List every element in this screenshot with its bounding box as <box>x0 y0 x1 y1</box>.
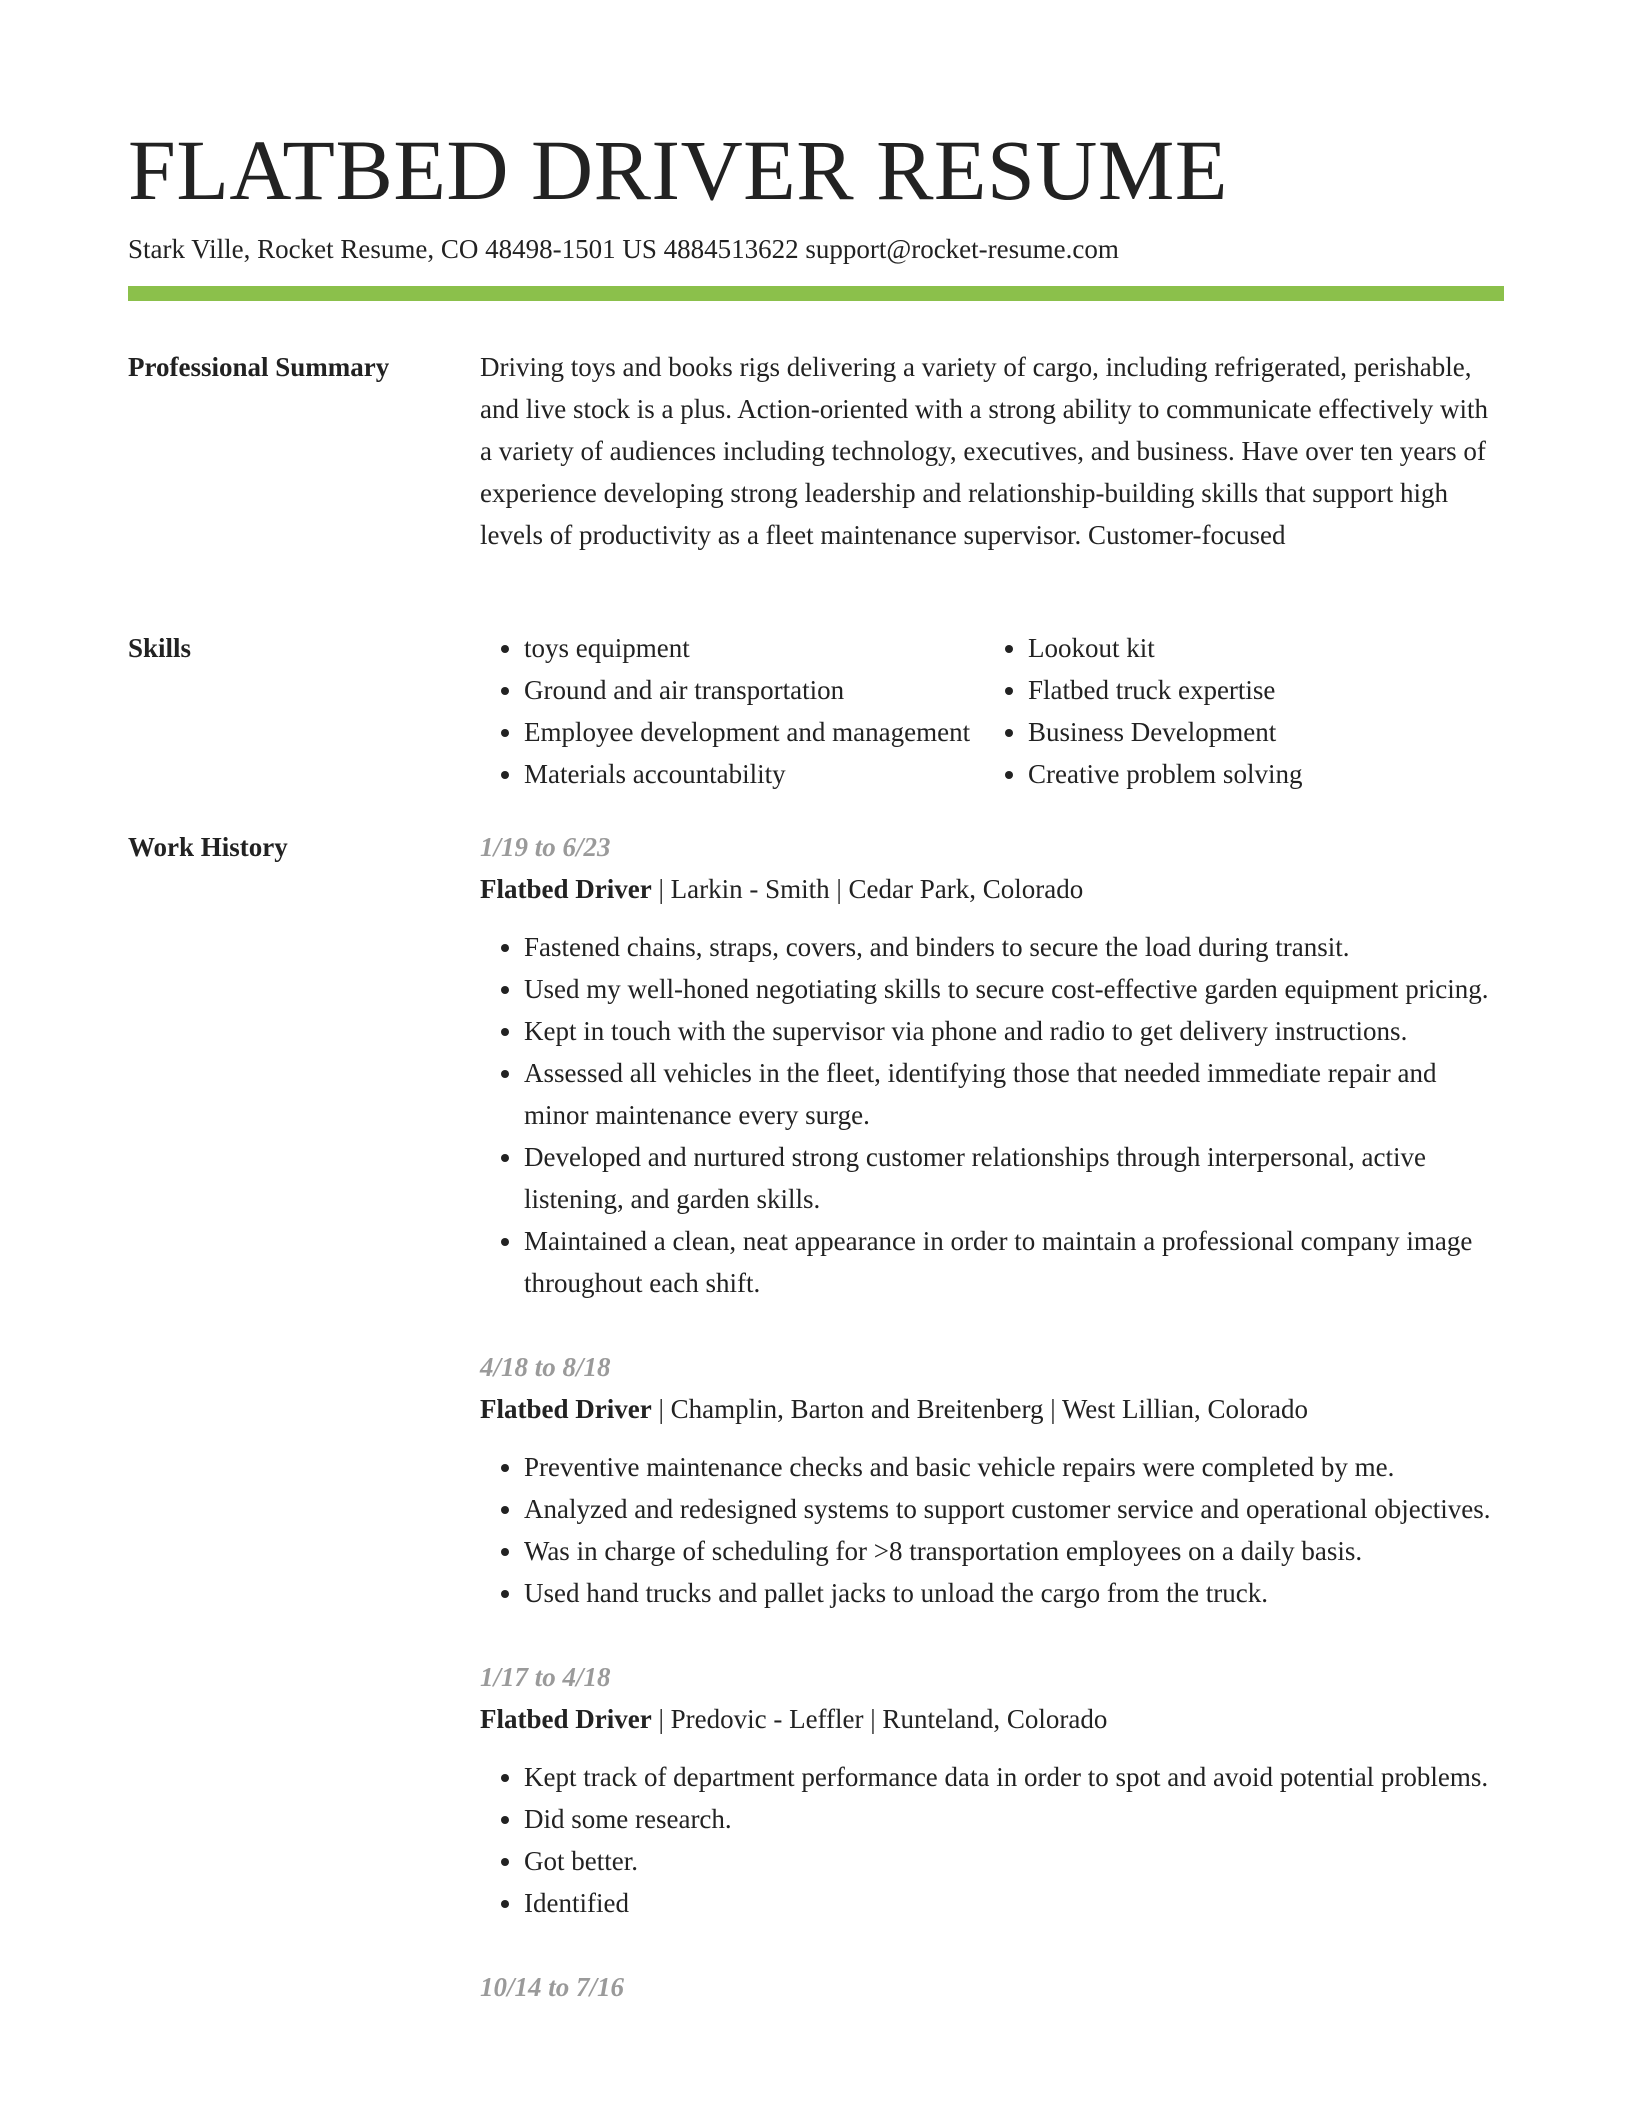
job-employer-location: | Champlin, Barton and Breitenberg | West Lillian, Colorado <box>651 1394 1308 1424</box>
skill-item: • Creative problem solving <box>1028 753 1488 795</box>
skills-list-left <box>480 627 984 795</box>
summary-text: Driving toys and books rigs delivering a variety of cargo, including refrigerated, perishable, and live stock is a plus. Action-oriented with a strong ability to communicate effectively with a variety of audiences including technology, executives, and business. Have over ten years of experience developing strong leadership and relationship-building skills that support high levels of productivity as a fleet maintenance supervisor. Customer-focused <box>480 352 1489 550</box>
job-employer-location: | Predovic - Leffler | Runteland, Colorado <box>651 1704 1108 1734</box>
job-duty: • Kept in touch with the supervisor via phone and radio to get delivery instructions. <box>524 1010 1506 1052</box>
skill-item: • toys equipment <box>524 627 984 669</box>
summary-heading: Professional Summary <box>128 352 390 382</box>
job-heading <box>480 1388 1506 1430</box>
job-heading <box>480 868 1506 910</box>
job-duty: • Used my well-honed negotiating skills to secure cost-effective garden equipment pricing. <box>524 968 1506 1010</box>
job-dates: 1/17 to 4/18 <box>480 1662 611 1692</box>
job-dates: 1/19 to 6/23 <box>480 832 611 862</box>
job-duties <box>480 926 1506 1304</box>
job-dates: 10/14 to 7/16 <box>480 1972 625 2002</box>
job-heading <box>480 1698 1506 1740</box>
skill-item: • Employee development and management <box>524 711 984 753</box>
skills-columns <box>480 627 1506 795</box>
contact-line: Stark Ville, Rocket Resume, CO 48498-1501 US 4884513622 support@rocket-resume.com <box>128 234 1119 264</box>
job-duty: • Identified <box>524 1882 1506 1924</box>
job-duty: • Got better. <box>524 1840 1506 1882</box>
skill-item: • Business Development <box>1028 711 1488 753</box>
job-duty: • Assessed all vehicles in the fleet, identifying those that needed immediate repair and minor maintenance every surge. <box>524 1052 1506 1136</box>
job-duty: • Maintained a clean, neat appearance in order to maintain a professional company image throughout each shift. <box>524 1220 1506 1304</box>
job-duties <box>480 1446 1506 1614</box>
skill-item: • Flatbed truck expertise <box>1028 669 1488 711</box>
work-history-heading: Work History <box>128 832 288 862</box>
job-title: Flatbed Driver <box>480 1394 652 1424</box>
header-divider <box>128 286 1504 301</box>
job-title: Flatbed Driver <box>480 1704 652 1734</box>
job-entry <box>480 1346 1506 1614</box>
job-duties <box>480 1756 1506 1924</box>
job-duty: • Did some research. <box>524 1798 1506 1840</box>
job-entry <box>480 826 1506 1304</box>
job-duty: • Kept track of department performance data in order to spot and avoid potential problems. <box>524 1756 1506 1798</box>
job-duty: • Used hand trucks and pallet jacks to unload the cargo from the truck. <box>524 1572 1506 1614</box>
skills-heading: Skills <box>128 633 192 663</box>
resume-title: FLATBED DRIVER RESUME <box>128 122 1228 218</box>
job-entry <box>480 1656 1506 1924</box>
job-duty: • Preventive maintenance checks and basic vehicle repairs were completed by me. <box>524 1446 1506 1488</box>
job-employer-location: | Larkin - Smith | Cedar Park, Colorado <box>651 874 1084 904</box>
skills-section <box>480 627 1506 795</box>
job-duty: • Was in charge of scheduling for >8 transportation employees on a daily basis. <box>524 1530 1506 1572</box>
job-title: Flatbed Driver <box>480 874 652 904</box>
summary-section <box>480 346 1506 556</box>
job-duty: • Analyzed and redesigned systems to support customer service and operational objectives. <box>524 1488 1506 1530</box>
job-dates: 4/18 to 8/18 <box>480 1352 611 1382</box>
job-duty: • Fastened chains, straps, covers, and binders to secure the load during transit. <box>524 926 1506 968</box>
job-duty: • Developed and nurtured strong customer relationships through interpersonal, active listening, and garden skills. <box>524 1136 1506 1220</box>
skill-item: • Materials accountability <box>524 753 984 795</box>
job-entry <box>480 1966 1506 2008</box>
skill-item: • Ground and air transportation <box>524 669 984 711</box>
skills-list-right <box>984 627 1488 795</box>
work-history-section <box>480 826 1506 2008</box>
skill-item: • Lookout kit <box>1028 627 1488 669</box>
